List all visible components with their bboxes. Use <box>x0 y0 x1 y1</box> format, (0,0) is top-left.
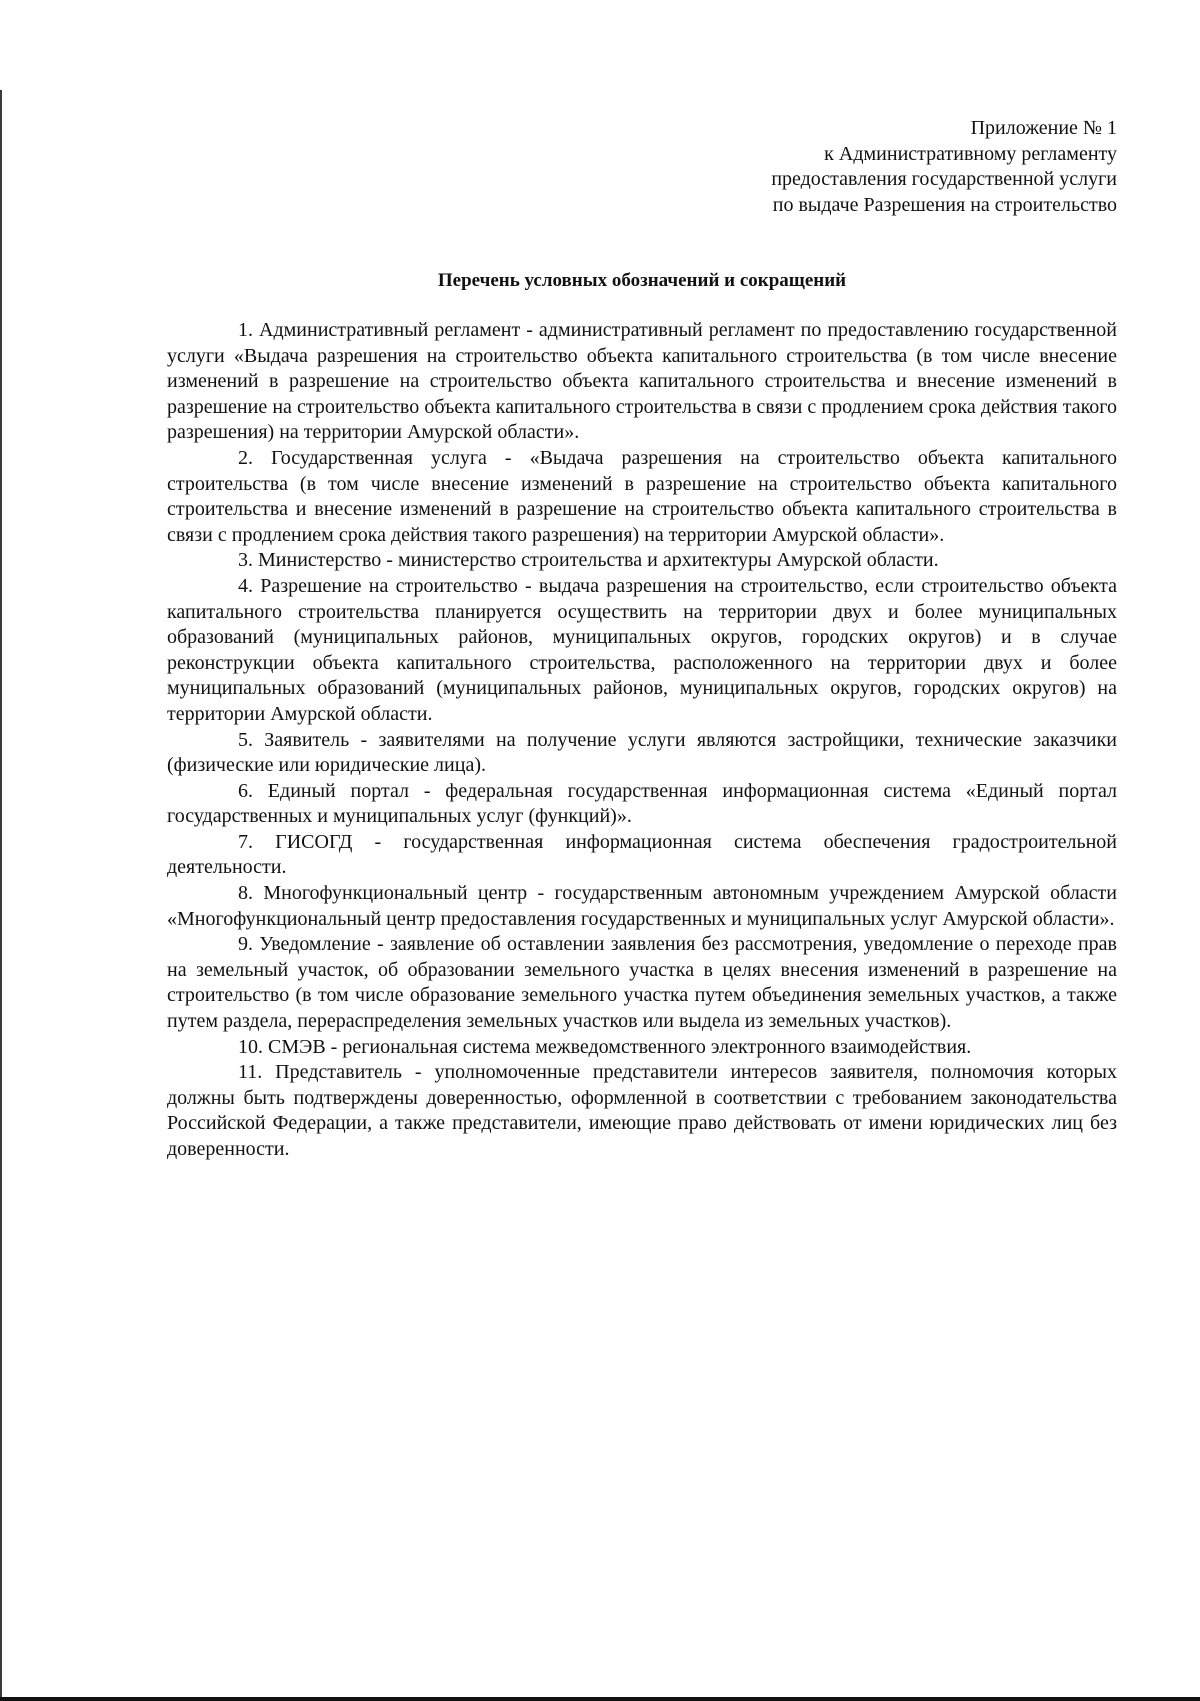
definition-item-6: 6. Единый портал - федеральная государственная информационная система «Единый портал государственных и муниципальных услуг (функций)». <box>167 779 1117 828</box>
appendix-line-1: Приложение № 1 <box>970 117 1117 139</box>
definitions-list <box>167 318 1117 1163</box>
definition-item-4: 4. Разрешение на строительство - выдача разрешения на строительство, если строительство объекта капитального строительства планируется осуществить на территории двух и более муниципальных образований (муниципальных районов, муниципальных округов, городских округов) и в случае реконструкции объекта капитального строительства, расположенного на территории двух и более муниципальных образований (муниципальных районов, муниципальных округов, городских округов) на территории Амурской области. <box>167 574 1117 725</box>
appendix-line-4: по выдаче Разрешения на строительство <box>772 193 1117 216</box>
appendix-line-3: предоставления государственной услуги <box>771 168 1117 190</box>
definition-item-8: 8. Многофункциональный центр - государственным автономным учреждением Амурской области «Многофункциональный центр предоставления государственных и муниципальных услуг Амурской области». <box>167 882 1117 930</box>
definition-item-3: 3. Министерство - министерство строительства и архитектуры Амурской области. <box>238 549 939 572</box>
definition-item-1: 1. Административный регламент - административный регламент по предоставлению государственной услуги «Выдача разрешения на строительство объекта капитального строительства (в том числе внесение изменений в разрешение на строительство объекта капитального строительства и внесение изменений в разрешение на строительство объекта капитального строительства в связи с продлением срока действия такого разрешения) на территории Амурской области». <box>167 319 1117 444</box>
definition-item-2: 2. Государственная услуга - «Выдача разрешения на строительство объекта капитального строительства (в том числе внесение изменений в разрешение на строительство объекта капитального строительства и внесение изменений в разрешение на строительство объекта капитального строительства в связи с продлением срока действия такого разрешения) на территории Амурской области». <box>167 446 1117 546</box>
definition-item-7: 7. ГИСОГД - государственная информационная система обеспечения градостроительной деятельности. <box>167 830 1117 879</box>
appendix-header <box>597 116 1117 218</box>
definition-item-11: 11. Представитель - уполномоченные представители интересов заявителя, полномочия которых должны быть подтверждены доверенностью, оформленной в соответствии с требованием законодательства Российской Федерации, а также представители, имеющие право действовать от имени юридических лиц без доверенности. <box>167 1061 1117 1160</box>
scan-bottom-edge <box>0 1697 1200 1701</box>
scan-left-edge <box>0 90 2 1701</box>
definition-item-9: 9. Уведомление - заявление об оставлении заявления без рассмотрения, уведомление о переходе прав на земельный участок, об образовании земельного участка в целях внесения изменений в разрешение на строительство (в том числе образование земельного участка путем объединения земельных участков, а также путем раздела, перераспределения земельных участков или выдела из земельных участков). <box>167 933 1117 1033</box>
document-title: Перечень условных обозначений и сокращений <box>437 270 847 291</box>
definition-item-5: 5. Заявитель - заявителями на получение услуги являются застройщики, технические заказчики (физические или юридические лица). <box>167 728 1117 777</box>
definition-item-10: 10. СМЭВ - региональная система межведомственного электронного взаимодействия. <box>238 1035 972 1058</box>
appendix-line-2: к Административному регламенту <box>824 142 1117 165</box>
